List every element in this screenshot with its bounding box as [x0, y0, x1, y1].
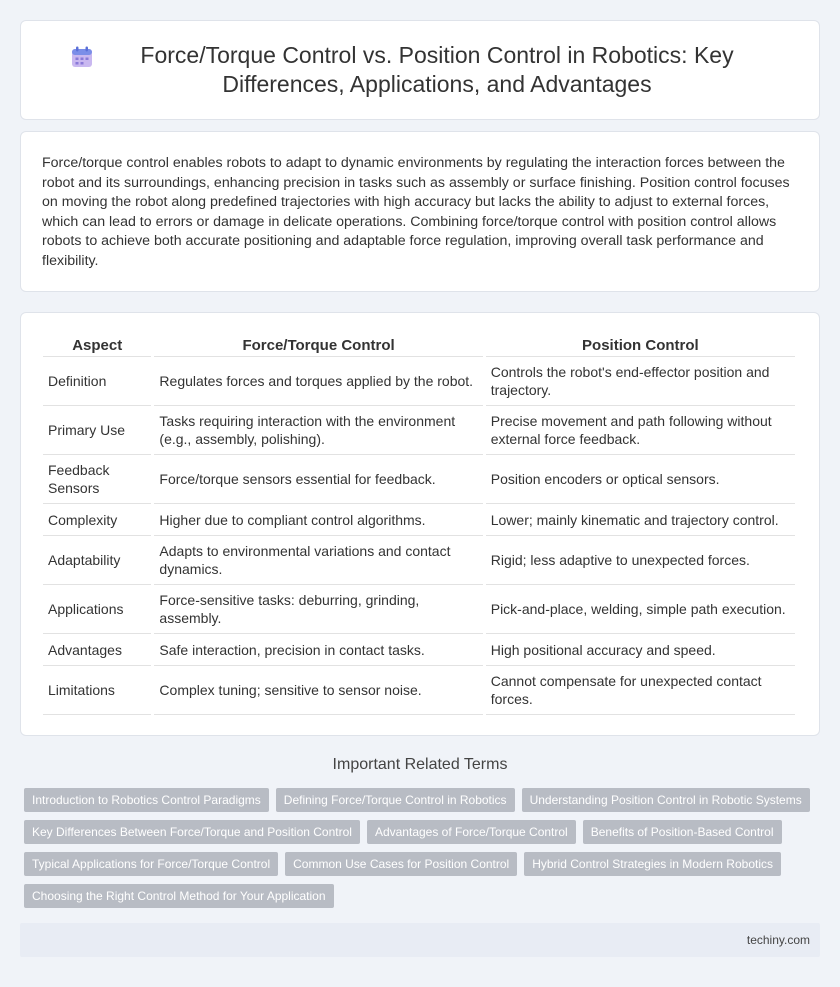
row-force-torque: Safe interaction, precision in contact tasks.	[154, 634, 482, 666]
row-force-torque: Force/torque sensors essential for feedback.	[154, 455, 482, 504]
related-term-tag[interactable]: Common Use Cases for Position Control	[285, 852, 517, 876]
calendar-icon	[70, 45, 94, 69]
row-aspect: Feedback Sensors	[43, 455, 151, 504]
table-row	[43, 634, 795, 666]
row-aspect: Primary Use	[43, 406, 151, 455]
row-aspect: Limitations	[43, 666, 151, 715]
related-term-tag[interactable]: Advantages of Force/Torque Control	[367, 820, 576, 844]
table-row	[43, 666, 795, 715]
table-header-row	[43, 333, 795, 357]
related-term-tag[interactable]: Typical Applications for Force/Torque Control	[24, 852, 278, 876]
row-position: Cannot compensate for unexpected contact forces.	[486, 666, 795, 715]
title-card	[20, 20, 820, 120]
page-title: Force/Torque Control vs. Position Control in Robotics: Key Differences, Applications, and Advantages	[140, 42, 734, 97]
row-aspect: Complexity	[43, 504, 151, 536]
intro-paragraph: Force/torque control enables robots to adapt to dynamic environments by regulating the interaction forces between the robot and its surroundings, enhancing precision in tasks such as assembly or surface finishing. Position control focuses on moving the robot along predefined trajectories with high accuracy but lacks the ability to adjust to external forces, which can lead to errors or damage in delicate operations. Combining force/torque control with position control allows robots to achieve both accurate positioning and adaptable force regulation, improving overall task performance and flexibility.	[42, 155, 790, 269]
row-position: Controls the robot's end-effector position and trajectory.	[486, 357, 795, 406]
related-term-tag[interactable]: Hybrid Control Strategies in Modern Robotics	[524, 852, 781, 876]
intro-card	[20, 131, 820, 292]
row-position: Position encoders or optical sensors.	[486, 455, 795, 504]
row-aspect: Adaptability	[43, 536, 151, 585]
row-position: Lower; mainly kinematic and trajectory control.	[486, 504, 795, 536]
footer-site[interactable]: techiny.com	[746, 933, 810, 947]
related-term-tag[interactable]: Benefits of Position-Based Control	[583, 820, 782, 844]
related-term-tag[interactable]: Choosing the Right Control Method for Your Application	[24, 884, 334, 908]
title-wrap	[70, 41, 770, 99]
related-terms-list	[24, 788, 824, 916]
comparison-table	[40, 333, 798, 715]
row-aspect: Advantages	[43, 634, 151, 666]
row-position: Precise movement and path following without external force feedback.	[486, 406, 795, 455]
table-row	[43, 455, 795, 504]
row-position: High positional accuracy and speed.	[486, 634, 795, 666]
related-term-tag[interactable]: Introduction to Robotics Control Paradigms	[24, 788, 269, 812]
table-row	[43, 585, 795, 634]
row-aspect: Definition	[43, 357, 151, 406]
row-aspect: Applications	[43, 585, 151, 634]
table-row	[43, 357, 795, 406]
table-row	[43, 406, 795, 455]
related-term-tag[interactable]: Understanding Position Control in Robotic Systems	[522, 788, 810, 812]
footer	[20, 923, 820, 957]
row-force-torque: Force-sensitive tasks: deburring, grinding, assembly.	[154, 585, 482, 634]
header-aspect: Aspect	[43, 333, 151, 357]
row-force-torque: Tasks requiring interaction with the environment (e.g., assembly, polishing).	[154, 406, 482, 455]
comparison-card	[20, 312, 820, 736]
row-force-torque: Complex tuning; sensitive to sensor noise.	[154, 666, 482, 715]
row-position: Pick-and-place, welding, simple path execution.	[486, 585, 795, 634]
related-term-tag[interactable]: Defining Force/Torque Control in Robotics	[276, 788, 515, 812]
table-row	[43, 504, 795, 536]
related-term-tag[interactable]: Key Differences Between Force/Torque and Position Control	[24, 820, 360, 844]
row-force-torque: Regulates forces and torques applied by the robot.	[154, 357, 482, 406]
row-force-torque: Higher due to compliant control algorithms.	[154, 504, 482, 536]
header-force-torque: Force/Torque Control	[154, 333, 482, 357]
table-row	[43, 536, 795, 585]
row-force-torque: Adapts to environmental variations and contact dynamics.	[154, 536, 482, 585]
row-position: Rigid; less adaptive to unexpected forces.	[486, 536, 795, 585]
related-terms-heading: Important Related Terms	[332, 756, 508, 773]
header-position: Position Control	[486, 333, 795, 357]
